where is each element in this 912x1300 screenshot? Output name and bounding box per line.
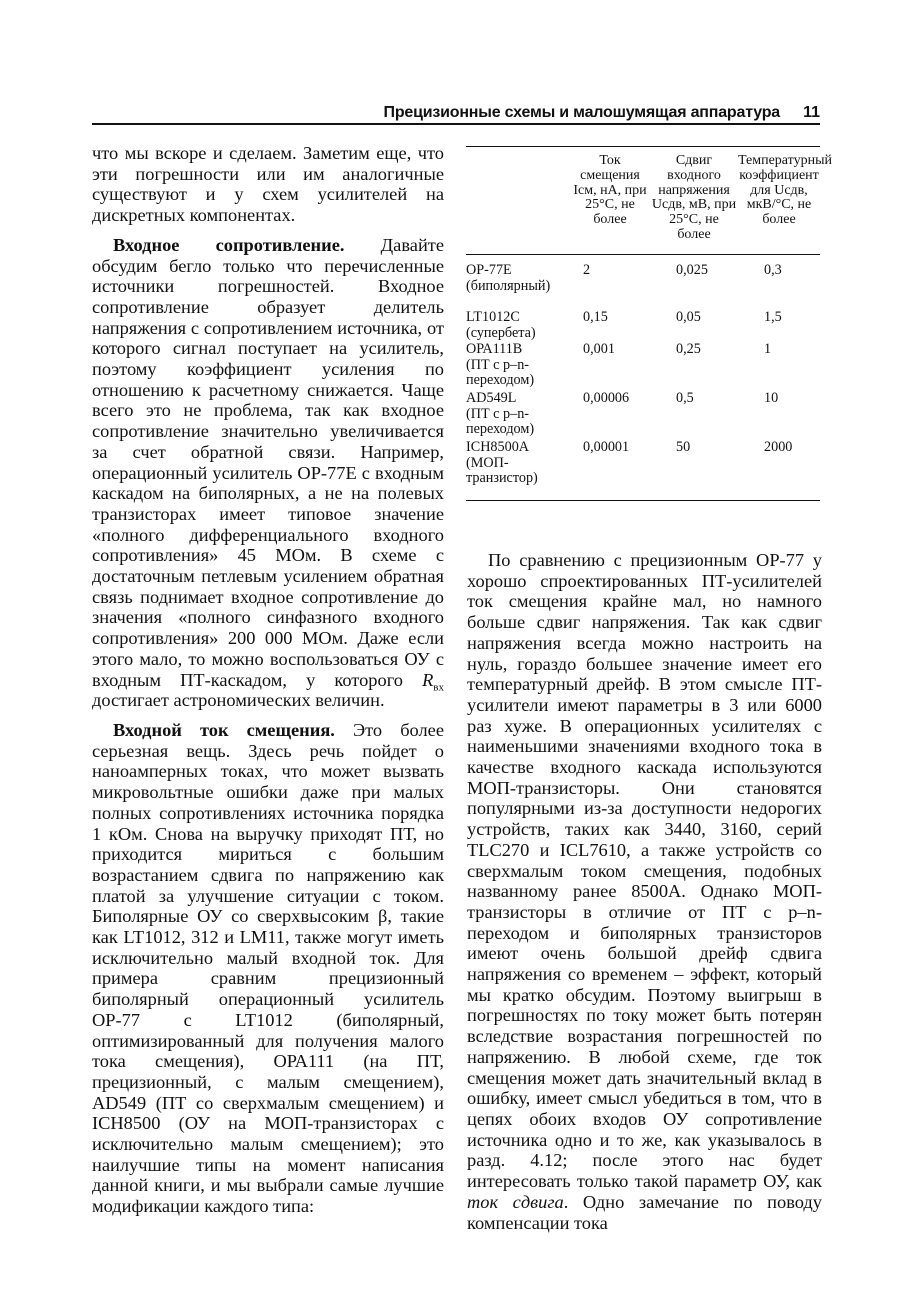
cell-offset: 0,5 xyxy=(676,390,694,406)
cell-offset: 50 xyxy=(676,439,691,455)
table-rule-top xyxy=(466,146,820,147)
header-offset-voltage: Сдвиг входного напряжения Uсдв, мВ, при 25°С, не более xyxy=(651,153,737,242)
header-bias-current: Ток смещения Iсм, нА, при 25°С, не более xyxy=(573,153,647,228)
term-offset-current: ток сдвига xyxy=(467,1191,564,1212)
row-name: ОРА111В xyxy=(466,341,523,357)
paragraph-intro: что мы вскоре и сделаем. Заметим еще, что эти погрешности или им аналогичные существуют и у схем усилителей на дискретных компонентах. xyxy=(92,143,444,226)
table-rule-middle xyxy=(466,254,820,255)
row-name: AD549L xyxy=(466,390,517,406)
cell-tc: 1,5 xyxy=(764,309,782,325)
cell-bias: 0,15 xyxy=(583,309,608,325)
table-rule-bottom xyxy=(466,500,820,501)
paragraph-input-resistance xyxy=(92,235,444,711)
row-note: (биполярный) xyxy=(466,277,551,294)
header-title: Прецизионные схемы и малошумящая аппаратура xyxy=(383,104,780,121)
page-number: 11 xyxy=(803,104,820,121)
cell-offset: 0,025 xyxy=(676,262,708,278)
cell-tc: 2000 xyxy=(764,439,793,455)
paragraph-text: По сравнению с прецизионным ОР-77 у хорошо спроектированных ПТ-усилителей ток смещения крайне мал, но намного больше сдвиг напряжения. Так как сдвиг напряжения всегда можно настроить на нуль, гораздо большее значение имеет его температурный дрейф. В этом смысле ПТ-усилители имеют параметры в 3 или 6000 раз хуже. В операционных усилителях с наименьшими значениями входного тока в качестве входного каскада используются МОП-транзисторы. Они становятся популярными из-за доступности недорогих устройств, таких как 3440, 3160, серий TLC270 и ICL7610, а также устройств со сверхмалым током смещения, подобных названному ранее 8500А. Однако МОП-транзисторы в отличие от ПТ с p–n-переходом и биполярных транзисторов имеют очень большой дрейф сдвига напряжения со временем – эффект, который мы кратко обсудим. Поэтому выигрыш в погрешностях по току может быть потерян вследствие возрастания погрешностей по напряжению. В любой схеме, где ток смещения может дать значительный вклад в ошибку, имеет смысл убедиться в том, что в цепях обоих входов ОУ сопротивление источника одно и то же, как указывалось в разд. 4.12; после этого нас будет интересовать только такой параметр ОУ, как xyxy=(467,550,822,1192)
paragraph-comparison xyxy=(467,550,822,1233)
comparison-table xyxy=(466,146,832,502)
paragraph-text: Это более серьезная вещь. Здесь речь пойдет о наноамперных токах, что может вызвать микровольтные ошибки даже при малых полных сопротивлениях источника порядка 1 кОм. Снова на выручку приходят ПТ, но приходится мириться с большим возрастанием сдвига по напряжению как платой за улучшение ситуации с током. Биполярные ОУ со сверхвысоким β, такие как LT1012, 312 и LM11, также могут иметь исключительно малый входной ток. Для примера сравним прецизионный биполярный операционный усилитель ОР-77 с LT1012 (биполярный, оптимизированный для получения малого тока смещения), ОРА111 (на ПТ, прецизионный, с малым смещением), AD549 (ПТ со сверхмалым смещением) и ICH8500 (ОУ на МОП-транзисторах с исключительно малым смещением); это наилучшие типы на момент написания данной книги, и мы выбрали самые лучшие модификации каждого типа: xyxy=(92,719,445,1217)
symbol-r: R xyxy=(422,669,434,690)
paragraph-text: достигает астрономических величин. xyxy=(92,690,385,711)
running-header xyxy=(92,101,820,125)
paragraph-text: Давайте обсудим бегло только что перечисленные источники погрешностей. Входное сопротивление образует делитель напряжения с сопротивлением источника, от которого сигнал поступает на усилитель, поэтому коэффициент усиления по отношению к расчетному снижается. Чаще всего это не проблема, так как входное сопротивление значительно увеличивается за счет обратной связи. Например, операционный усилитель ОР-77Е с входным каскадом на биполярных, а не на полевых транзисторах имеет типовое значение «полного дифференциального входного сопротивления» 45 МОм. В схеме с достаточным петлевым усилением обратная связь поднимает входное сопротивление до значения «полного синфазного входного сопротивления» 200 000 МОм. Даже если этого мало, то можно воспользоваться ОУ с входным ПТ-каскадом, у которого xyxy=(92,234,444,690)
row-note: (ПТ с p–n-переходом) xyxy=(466,356,535,389)
row-name: LT1012C xyxy=(466,309,520,325)
symbol-subscript: вх xyxy=(433,681,444,694)
row-note: (ПТ с p–n-переходом) xyxy=(466,405,535,438)
cell-bias: 0,001 xyxy=(583,341,615,357)
header-temp-coefficient: Температурный коэффициент для Uсдв, мкВ/°С, не более xyxy=(738,153,832,228)
cell-bias: 0,00001 xyxy=(583,439,630,455)
row-name: ICH8500A xyxy=(466,439,530,455)
cell-offset: 0,05 xyxy=(676,309,701,325)
paragraph-text: . Одно замечание по поводу компенсации тока xyxy=(467,1191,822,1233)
cell-tc: 0,3 xyxy=(764,262,782,278)
section-heading-input-resistance: Входное сопротивление. xyxy=(113,234,345,255)
row-name: ОР-77Е xyxy=(466,262,512,278)
paragraph-bias-current xyxy=(92,720,444,1217)
section-heading-bias-current: Входной ток смещения. xyxy=(113,719,335,740)
row-note: (супербета) xyxy=(466,324,536,341)
cell-offset: 0,25 xyxy=(676,341,701,357)
left-column xyxy=(92,143,444,1217)
cell-tc: 1 xyxy=(764,341,772,357)
row-note: (МОП-транзистор) xyxy=(466,454,538,487)
cell-bias: 2 xyxy=(583,262,591,278)
right-column xyxy=(467,550,822,1233)
cell-tc: 10 xyxy=(764,390,779,406)
cell-bias: 0,00006 xyxy=(583,390,630,406)
